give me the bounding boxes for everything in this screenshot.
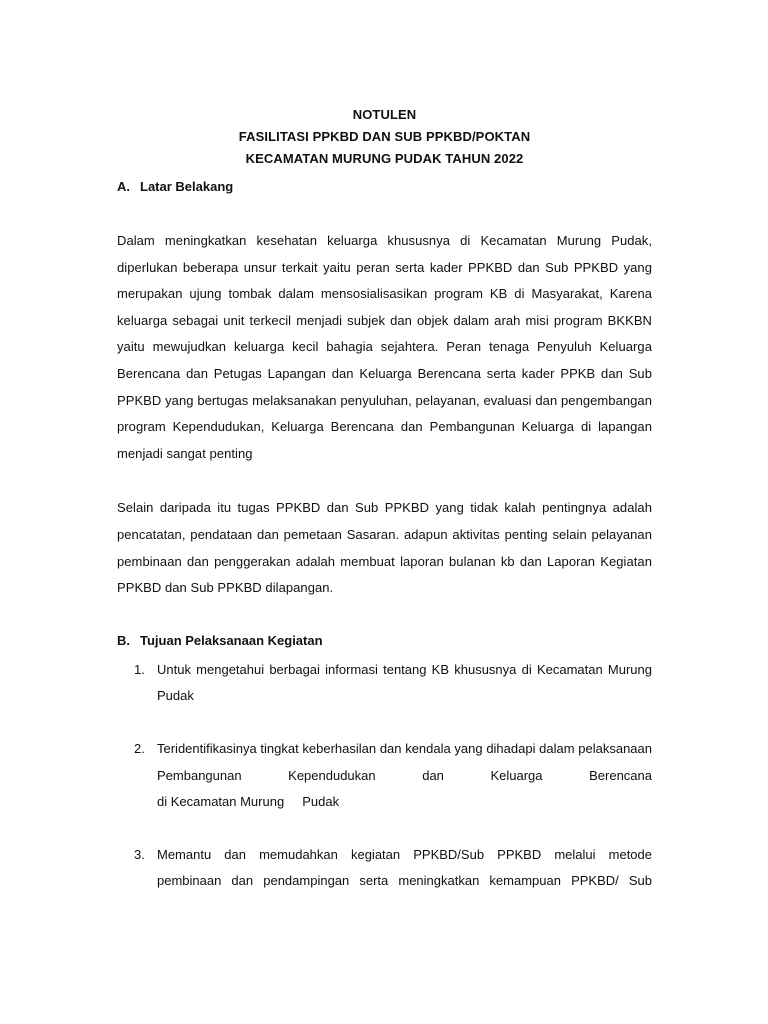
list-item-text-wrapper <box>157 736 652 816</box>
section-a-heading <box>117 176 652 198</box>
title-line-kecamatan: KECAMATAN MURUNG PUDAK TAHUN 2022 <box>245 151 524 166</box>
section-a-letter: A. <box>117 179 130 194</box>
section-b-title: Tujuan Pelaksanaan Kegiatan <box>140 632 323 648</box>
list-item-text: Teridentifikasinya tingkat keberhasilan dan kendala yang dihadapi dalam pelaksanaan Pembangunan Kependudukan dan Keluarga Berencana <box>157 740 652 783</box>
list-item <box>117 842 652 895</box>
title-line-notulen: NOTULEN <box>352 107 417 122</box>
section-a-title: Latar Belakang <box>140 179 234 194</box>
paragraph-latar-belakang-2: Selain daripada itu tugas PPKBD dan Sub PPKBD yang tidak kalah pentingnya adalah pencatatan, pendataan dan pemetaan Sasaran. adapun aktivitas penting selain pelayanan pembinaan dan penggerakan adalah membuat laporan bulanan kb dan Laporan Kegiatan PPKBD dan Sub PPKBD dilapangan. <box>117 500 652 596</box>
tujuan-list <box>117 657 652 895</box>
document-title <box>117 104 652 170</box>
section-b-letter: B. <box>117 632 130 648</box>
section-b-heading <box>117 630 652 652</box>
document-body <box>117 104 652 921</box>
list-item-text: Untuk mengetahui berbagai informasi tentang KB khususnya di Kecamatan Murung Pudak <box>157 661 652 704</box>
list-item-text: Memantu dan memudahkan kegiatan PPKBD/Sub PPKBD melalui metode pembinaan dan pendampingan serta meningkatkan kemampuan PPKBD/ Sub <box>157 846 652 889</box>
list-item-number: 3. <box>134 846 145 862</box>
paragraph-latar-belakang-1: Dalam meningkatkan kesehatan keluarga khususnya di Kecamatan Murung Pudak, diperlukan beberapa unsur terkait yaitu peran serta kader PPKBD dan Sub PPKBD yang merupakan ujung tombak dalam mensosialisasikan program KB di Masyarakat, Karena keluarga sebagai unit terkecil menjadi subjek dan objek dalam arah misi program BKKBN yaitu mewujudkan keluarga kecil bahagia sejahtera. Peran tenaga Penyuluh Keluarga Berencana dan Petugas Lapangan dan Keluarga Berencana serta kader PPKB dan Sub PPKBD yang bertugas melaksanakan penyuluhan, pelayanan, evaluasi dan pengembangan program Kependudukan, Keluarga Berencana dan Pembangunan Keluarga di lapangan menjadi sangat penting <box>117 233 652 461</box>
list-item-number: 2. <box>134 740 145 756</box>
list-item <box>117 736 652 816</box>
list-item-text-continued: di Kecamatan Murung Pudak <box>157 794 340 810</box>
list-item-number: 1. <box>134 661 145 677</box>
title-line-fasilitasi: FASILITASI PPKBD DAN SUB PPKBD/POKTAN <box>238 129 531 144</box>
list-item <box>117 657 652 710</box>
